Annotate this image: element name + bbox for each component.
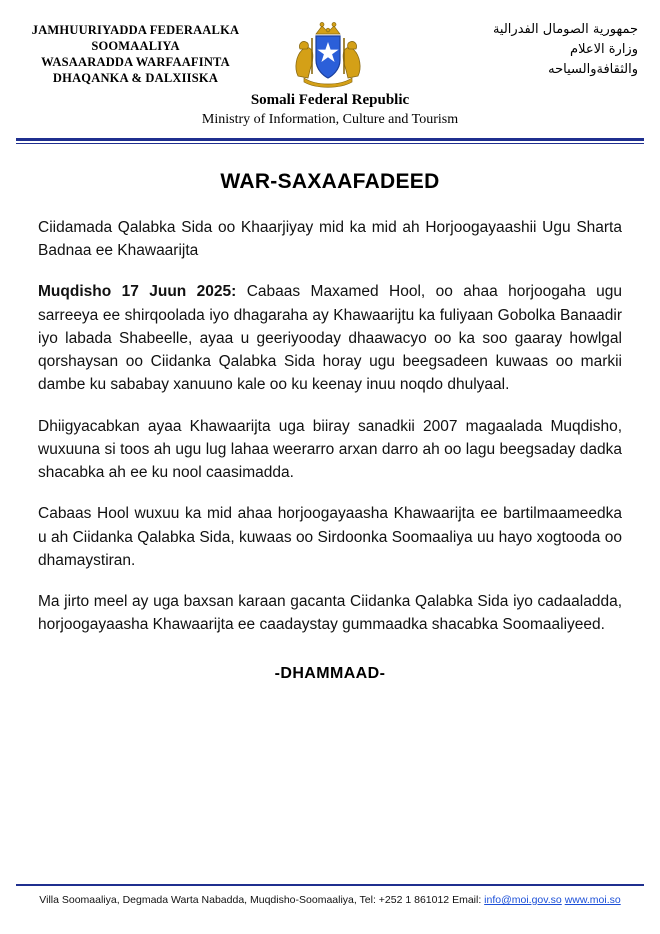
header-divider-thick [16,138,644,141]
document-subtitle: Ciidamada Qalabka Sida oo Khaarjiyay mid ka mid ah Horjoogayaashii Ugu Sharta Badnaa ee Khawaarijta [38,218,622,260]
paragraph-4: Ma jirto meel ay uga baxsan karaan gacanta Ciidanka Qalabka Sida iyo cadaaladda, horjoogayaasha Khawaarijta ee caadaystay gummaadka shacabka Soomaaliyeed. [38,593,622,634]
footer-contact-line [0,894,660,906]
header-somali-line-4: DHAQANKA & DALXIISKA [52,71,219,85]
footer-address: Villa Soomaaliya, Degmada Warta Nabadda, Muqdisho-Soomaaliya, Tel: +252 1 861012 Email: [39,894,482,906]
dateline: Muqdisho 17 Juun 2025: [38,283,237,301]
header-somali-line-3: WASAARADDA WARFAAFINTA [41,55,230,69]
somali-coat-of-arms-icon [286,16,370,88]
footer-email-link[interactable]: info@moi.gov.so [484,894,562,906]
header-center-block [253,16,403,88]
document-body [0,170,660,683]
header-divider [16,138,644,144]
header-english-title [0,90,660,130]
header-somali-title [18,16,253,86]
page-title: WAR-SAXAAFADEED [220,169,440,193]
header-somali-line-1: JAMHUURIYADDA FEDERAALKA [31,23,240,37]
document-footer [0,884,660,906]
country-name: Somali Federal Republic [250,92,410,108]
header-arabic-line-3: والثقافةوالسياحه [548,62,638,78]
paragraph-1 [38,280,622,396]
header-arabic-line-1: جمهورية الصومال الفدرالية [492,22,638,37]
paragraph-3: Cabaas Hool wuxuu ka mid ahaa horjoogayaasha Khawaarijta ee bartilmaameedka u ah Ciidanka Qalabka Sida, kuwaas oo Sirdoonka Soomaaliya uu hayo xogtooda oo dhamaystiran. [38,505,622,569]
footer-website-link[interactable]: www.moi.so [564,894,621,906]
header-somali-line-2: SOOMAALIYA [91,39,180,53]
header-arabic-line-2: وزارة الاعلام [570,42,638,58]
ministry-name: Ministry of Information, Culture and Tourism [201,112,459,128]
paragraph-1-text: Cabaas Maxamed Hool, oo ahaa horjoogaha ugu sarreeya ee shirqoolada iyo dhagaraha ay Khawaarijtu ka fuliyaan Gobolka Banaadir iyo labada Shabeelle, ayaa u geeriyooday dhaawacyo oo ka soo gaaray howlgal qorshaysan oo Ciidanka Qalabka Sida horay ugu beegsadeen kuwaas oo markii dambe ku sababay xanuuno kale oo ku keenay inuu noqdo dhulyaal. [38,283,622,394]
end-mark: -DHAMMAAD- [274,664,386,682]
header-arabic-title [403,16,642,80]
header-divider-thin [16,143,644,144]
document-header [0,0,660,88]
paragraph-2: Dhiigyacabkan ayaa Khawaarijta uga biiray sanadkii 2007 magaalada Muqdisho, wuxuuna si toos ah ugu lug lahaa weerarro arxan darro ah oo lagu beegsaday dadka shacabka ah ee ku nool caasimadda. [38,417,622,482]
footer-divider [16,884,644,886]
